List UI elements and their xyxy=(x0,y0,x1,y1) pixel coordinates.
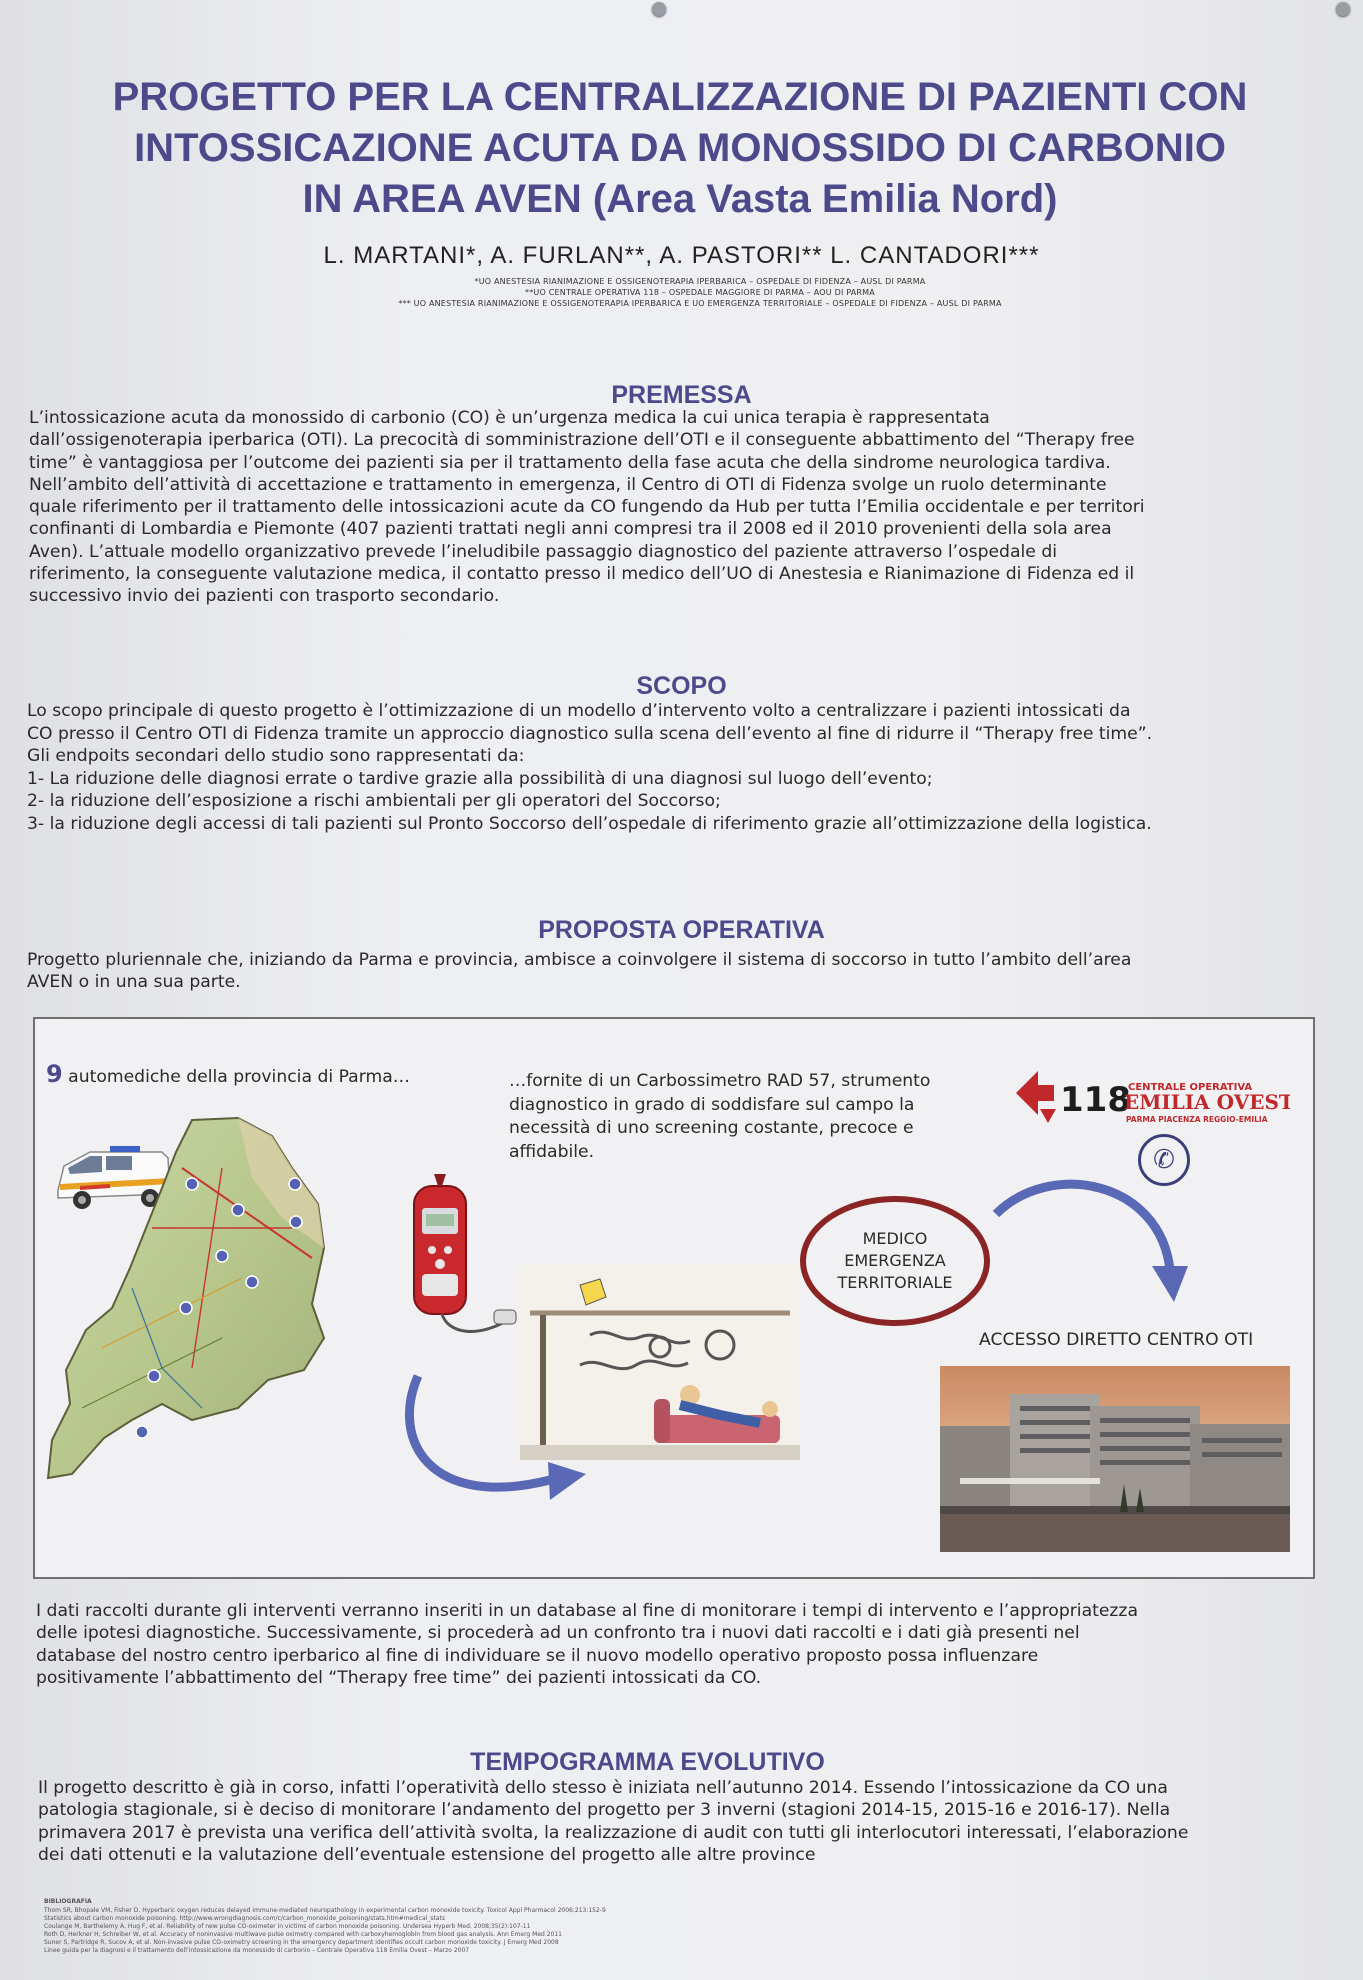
scopo-line: Gli endpoits secondari dello studio sono rappresentati da: xyxy=(27,746,525,766)
automediche-text: automediche della provincia di Parma… xyxy=(68,1067,410,1087)
accesso-diretto-caption: ACCESSO DIRETTO CENTRO OTI xyxy=(979,1330,1254,1350)
premessa-line: successivo invio dei pazienti con trasporto secondario. xyxy=(29,586,500,607)
premessa-heading: PREMESSA xyxy=(611,381,752,409)
ambulance-base-marker xyxy=(216,1250,228,1262)
tempogramma-line: dei dati ottenuti e la valutazione dell’eventuale estensione del progetto alle altre province xyxy=(38,1844,816,1865)
logo-line-1: CENTRALE OPERATIVA xyxy=(1128,1082,1253,1093)
bibliografia-heading: BIBLIOGRAFIA xyxy=(44,1898,92,1905)
scopo-line: 1- La riduzione delle diagnosi errate o tardive grazie alla possibilità di una diagnosi sul luogo dell’evento; xyxy=(27,768,933,789)
proposta-heading: PROPOSTA OPERATIVA xyxy=(538,916,825,944)
bibliografia-entry: Linee guida per la diagnosi e il trattamento dell’intossicazione da monossido di carbonio – Centrale Operativa 118 Emilia Ovest – Marzo 2007 xyxy=(44,1947,470,1954)
logo-118-graphic xyxy=(1010,1063,1290,1133)
affiliation-1: *UO ANESTESIA RIANIMAZIONE E OSSIGENOTERAPIA IPERBARICA – OSPEDALE DI FIDENZA – AUSL DI PARMA xyxy=(474,277,926,286)
scopo-line: Lo scopo principale di questo progetto è l’ottimizzazione di un modello d’intervento volto a centralizzare i pazienti intossicati da xyxy=(27,701,1131,721)
dati-line: I dati raccolti durante gli interventi verranno inseriti in un database al fine di monitorare i tempi di intervento e l’appropriatezza xyxy=(36,1601,1138,1621)
medico-line: EMERGENZA xyxy=(844,1251,946,1270)
carbossimetro-device xyxy=(408,1170,518,1340)
pin-top xyxy=(652,2,666,16)
premessa-text xyxy=(29,407,1313,608)
scopo-line: CO presso il Centro OTI di Fidenza tramite un approccio diagnostico sulla scena dell’evento al fine di ridurre il “Therapy free time”. xyxy=(27,723,1153,744)
hospital-photo xyxy=(940,1366,1290,1552)
ambulance-base-marker xyxy=(232,1204,244,1216)
parma-province-map xyxy=(42,1108,372,1488)
logo-line-2: EMILIA OVEST xyxy=(1124,1090,1290,1114)
authors: L. MARTANI*, A. FURLAN**, A. PASTORI** L. CANTADORI*** xyxy=(323,242,1040,269)
ambulance-base-marker xyxy=(180,1302,192,1314)
premessa-line: time” è vantaggiosa per l’outcome dei pazienti sia per il trattamento della fase acuta che della sindrome neurologica tardiva. xyxy=(29,452,1111,473)
scopo-line: 3- la riduzione degli accessi di tali pazienti sul Pronto Soccorso dell’ospedale di riferimento grazie all’ottimizzazione della logistica. xyxy=(27,813,1152,834)
logo-line-3: PARMA PIACENZA REGGIO-EMILIA xyxy=(1126,1115,1268,1124)
bibliografia-entry: Coulange M, Barthelemy A, Hug F, et al. Reliability of new pulse CO-oximeter in victims of carbon monoxide poisoning. Undersea Hyperb Med. 2008;35(2):107-11 xyxy=(44,1923,531,1930)
automediche-caption xyxy=(46,1060,410,1090)
scopo-heading: SCOPO xyxy=(636,672,727,700)
affiliation-3: *** UO ANESTESIA RIANIMAZIONE E OSSIGENOTERAPIA IPERBARICA E UO EMERGENZA TERRITORIALE – OSPEDALE DI FIDENZA – AUSL DI PARMA xyxy=(398,299,1002,308)
curved-arrow-left xyxy=(390,1370,600,1520)
poster-title xyxy=(60,72,1300,225)
title-line-1: PROGETTO PER LA CENTRALIZZAZIONE DI PAZIENTI CON xyxy=(112,75,1248,119)
premessa-line: Aven). L’attuale modello organizzativo prevede l’ineludibile passaggio diagnostico del paziente attraverso l’ospedale di xyxy=(29,541,1058,562)
medico-line: TERRITORIALE xyxy=(837,1273,953,1292)
carbossimetro-caption xyxy=(509,1070,930,1164)
ambulance-base-marker xyxy=(246,1276,258,1288)
bibliografia-entry: Roth D, Herkner H, Schreiber W, et al. Accuracy of noninvasive multiwave pulse oximetry compared with carboxyhemoglobin from blood gas analysis. Ann Emerg Med 2011 xyxy=(44,1931,562,1938)
medico-line: MEDICO xyxy=(862,1229,928,1248)
premessa-line: L’intossicazione acuta da monossido di carbonio (CO) è un’urgenza medica la cui unica terapia è rappresentata xyxy=(29,408,990,428)
ambulance-count: 9 xyxy=(46,1060,63,1088)
ambulance-base-marker xyxy=(289,1178,301,1190)
tempogramma-heading: TEMPOGRAMMA EVOLUTIVO xyxy=(470,1748,825,1776)
dati-line: delle ipotesi diagnostiche. Successivamente, si procederà ad un confronto tra i nuovi dati raccolti e i dati già presenti nel xyxy=(36,1623,1080,1644)
scopo-line: 2- la riduzione dell’esposizione a rischi ambientali per gli operatori del Soccorso; xyxy=(27,791,721,811)
logo-118-emilia-ovest xyxy=(1010,1063,1290,1133)
fornite-line: necessità di uno screening costante, precoce e xyxy=(509,1118,914,1138)
ambulance-base-marker xyxy=(186,1178,198,1190)
ambulance-base-marker xyxy=(148,1370,160,1382)
proposta-text xyxy=(27,949,1317,994)
fornite-line: diagnostico in grado di soddisfare sul campo la xyxy=(509,1094,915,1115)
bibliografia-list xyxy=(44,1907,606,1955)
proposta-line: AVEN o in una sua parte. xyxy=(27,972,241,993)
title-line-3: IN AREA AVEN (Area Vasta Emilia Nord) xyxy=(302,177,1058,221)
bibliografia-entry: Thom SR, Bhopale VM, Fisher D. Hyperbaric oxygen reduces delayed immune-mediated neuropathology in experimental carbon monoxide toxicity. Toxicol Appl Pharmacol 2006;213:152-9 xyxy=(44,1907,606,1914)
logo-number: 118 xyxy=(1060,1080,1131,1120)
tempogramma-line: primavera 2017 è prevista una verifica dell’attività svolta, la realizzazione di audit con tutti gli interlocutori interessati, l’elaborazione xyxy=(38,1822,1189,1843)
tempogramma-line: patologia stagionale, si è deciso di monitorare l’andamento del progetto per 3 inverni (stagioni 2014-15, 2015-16 e 2016-17). Nella xyxy=(38,1800,1171,1821)
tempogramma-line: Il progetto descritto è già in corso, infatti l’operatività dello stesso è iniziata nell’autunno 2014. Essendo l’intossicazione da CO una xyxy=(38,1778,1168,1798)
phone-icon: ✆ xyxy=(1138,1134,1190,1186)
pin-top-right xyxy=(1336,2,1350,16)
medico-emergenza-territoriale-badge xyxy=(800,1196,990,1326)
premessa-line: confinanti di Lombardia e Piemonte (407 pazienti trattati negli anni compresi tra il 2008 ed il 2010 provenienti della sola area xyxy=(29,519,1112,540)
premessa-line: Nell’ambito dell’attività di accettazione e trattamento in emergenza, il Centro di OTI di Fidenza svolge un ruolo determinante xyxy=(29,474,1107,495)
bibliografia-entry: Statistics about carbon monoxide poisoning. http://www.wrongdiagnosis.com/c/carbon_monoxide_poisoning/stats.htm#medical_stats xyxy=(44,1915,446,1922)
title-line-2: INTOSSICAZIONE ACUTA DA MONOSSIDO DI CARBONIO xyxy=(134,126,1226,170)
curved-arrow-right xyxy=(990,1170,1200,1310)
dati-text xyxy=(36,1600,1316,1689)
scopo-text xyxy=(27,700,1317,835)
premessa-line: quale riferimento per il trattamento delle intossicazioni acute da CO fungendo da Hub per tutta l’Emilia occidentale e per territori xyxy=(29,497,1145,518)
tempogramma-text xyxy=(38,1777,1318,1866)
fornite-line: …fornite di un Carbossimetro RAD 57, strumento xyxy=(509,1071,931,1091)
fornite-line: affidabile. xyxy=(509,1141,595,1162)
premessa-line: riferimento, la conseguente valutazione medica, il contatto presso il medico dell’UO di Anestesia e Rianimazione di Fidenza ed il xyxy=(29,564,1135,585)
ambulance-base-marker xyxy=(290,1216,302,1228)
dati-line: positivamente l’abbattimento del “Therapy free time” dei pazienti intossicati da CO. xyxy=(36,1667,762,1688)
bibliografia-entry: Suner S, Partridge R, Sucov A, et al. Non-invasive pulse CO-oximetry screening in the emergency department identifies occult carbon monoxide toxicity. J Emerg Med 2008 xyxy=(44,1939,559,1946)
ambulance-base-marker xyxy=(136,1426,148,1438)
premessa-line: dall’ossigenoterapia iperbarica (OTI). La precocità di somministrazione dell’OTI e il conseguente abbattimento del “Therapy free xyxy=(29,430,1135,451)
dati-line: database del nostro centro iperbarico al fine di individuare se il nuovo modello operativo proposto possa influenzare xyxy=(36,1645,1039,1666)
affiliation-2: **UO CENTRALE OPERATIVA 118 – OSPEDALE MAGGIORE DI PARMA – AOU DI PARMA xyxy=(525,288,875,297)
proposta-line: Progetto pluriennale che, iniziando da Parma e provincia, ambisce a coinvolgere il sistema di soccorso in tutto l’ambito dell’area xyxy=(27,950,1132,970)
